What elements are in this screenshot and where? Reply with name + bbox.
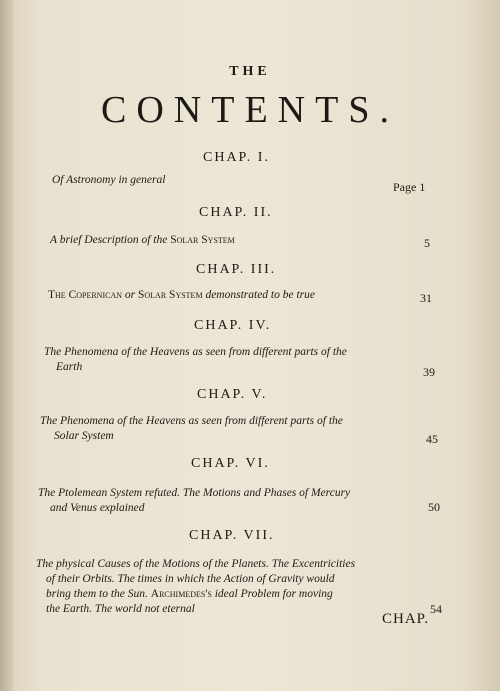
chapter-6-heading: CHAP. VI.	[191, 456, 270, 471]
chapter-7-title-line1: The physical Causes of the Motions of the Planets. The Excentricities	[36, 558, 356, 570]
chapter-3-heading: CHAP. III.	[196, 262, 277, 277]
chapter-1-page: Page 1	[393, 180, 426, 194]
chapter-7-title-line4: the Earth. The world not eternal	[46, 603, 195, 615]
chapter-1-heading: CHAP. I.	[203, 150, 270, 165]
chapter-6-title-line1: The Ptolemean System refuted. The Motions and Phases of Mercury	[38, 487, 351, 499]
chapter-6-title-line2: and Venus explained	[50, 502, 145, 514]
chapter-1-title: Of Astronomy in general	[52, 174, 166, 186]
chapter-2-page: 5	[424, 236, 430, 250]
chapter-3-page: 31	[420, 291, 432, 305]
chapter-2-heading: CHAP. II.	[199, 205, 273, 220]
chapter-7-title-line3: bring them to the Sun. Archimedes's ideal Problem for moving	[46, 588, 333, 600]
chapter-7-title-line2: of their Orbits. The times in which the Action of Gravity would	[46, 573, 335, 585]
chapter-4-title-line2: Earth	[56, 361, 83, 373]
chapter-7-heading: CHAP. VII.	[189, 528, 275, 543]
chapter-5-page: 45	[426, 432, 438, 446]
chapter-3-title: The Copernican or Solar System demonstrated to be true	[48, 289, 315, 301]
chapter-5-title-line1: The Phenomena of the Heavens as seen from different parts of the	[40, 415, 343, 427]
chapter-4-title-line1: The Phenomena of the Heavens as seen from different parts of the	[44, 346, 347, 358]
heading-the: THE	[229, 64, 271, 79]
chapter-2-title: A brief Description of the Solar System	[50, 234, 235, 246]
chapter-6-page: 50	[428, 500, 440, 514]
chapter-7-page: 54	[430, 602, 442, 616]
chapter-5-title-line2: Solar System	[54, 430, 114, 442]
heading-contents: CONTENTS.	[101, 89, 399, 131]
chapter-4-page: 39	[423, 365, 435, 379]
chapter-4-heading: CHAP. IV.	[194, 318, 272, 333]
catchword: CHAP.	[382, 611, 430, 627]
chapter-5-heading: CHAP. V.	[197, 387, 268, 402]
